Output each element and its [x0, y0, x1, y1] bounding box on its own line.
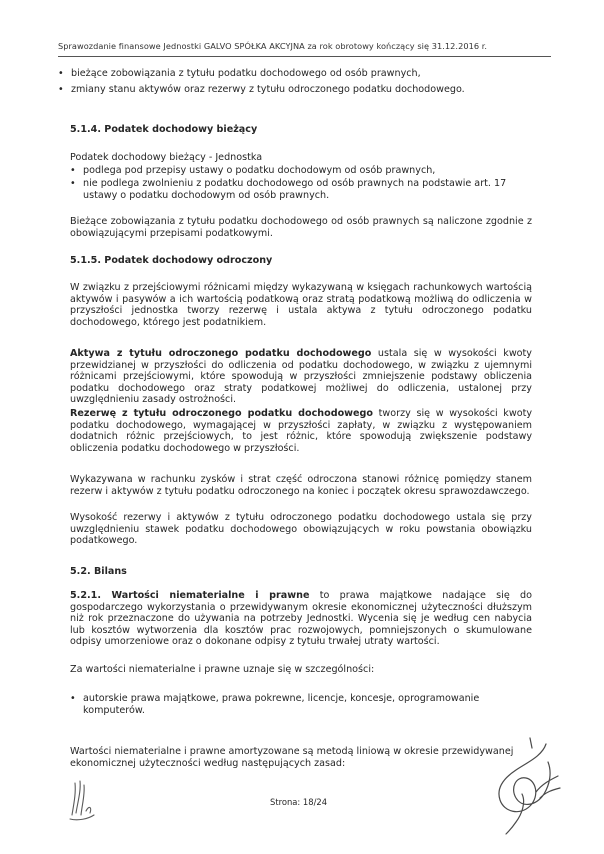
section-514-intro: Podatek dochodowy bieżący - Jednostka [70, 152, 263, 163]
page-header: Sprawozdanie finansowe Jednostki GALVO SPÓŁKA AKCYJNA za rok obrotowy kończący się 31.12.2016 r. [58, 41, 488, 51]
section-heading-515: 5.1.5. Podatek dochodowy odroczony [70, 255, 273, 266]
section-heading-52: 5.2. Bilans [70, 566, 127, 577]
initials-signature-icon [62, 775, 102, 825]
section-514-paragraph: Bieżące zobowiązania z tytułu podatku dochodowego od osób prawnych są naliczone zgodnie z obowiązującymi przepisami podatkowymi. [70, 216, 532, 239]
header-rule [58, 56, 551, 57]
list-item: • zmiany stanu aktywów oraz rezerwy z tytułu odroczonego podatku dochodowego. [58, 84, 465, 95]
section-515-paragraph-3: Rezerwę z tytułu odroczonego podatku dochodowego tworzy się w wysokości kwoty podatku dochodowego, wymagającej w przyszłości zapłaty, w związku z występowaniem dodatnich różnic przejściowych, to jest różnic, które spowodują zwiększenie podstawy obliczenia podatku dochodowego w przyszłości. [70, 408, 533, 454]
signature-icon [486, 736, 566, 836]
list-item: • podlega pod przepisy ustawy o podatku dochodowym od osób prawnych, [70, 165, 436, 176]
section-heading-514: 5.1.4. Podatek dochodowy bieżący [70, 124, 258, 135]
section-521-paragraph-1: 5.2.1. Wartości niematerialne i prawne to prawa majątkowe nadające się do gospodarczego wykorzystania o przewidywanym okresie ekonomicznej użyteczności dłuższym niż rok przeznaczone do używania na potrzeby Jednostki. Wycenia się je według cen nabycia lub kosztów wytworzenia dla kosztów prac rozwojowych, pomniejszonych o skumulowane odpisy umorzeniowe oraz o dokonane odpisy z tytułu trwałej utraty wartości. [70, 590, 532, 648]
bullet-icon: • [70, 165, 76, 176]
bullet-icon: • [70, 178, 76, 189]
section-515-paragraph-4: Wykazywana w rachunku zysków i strat część odroczona stanowi różnicę pomiędzy stanem rezerw i aktywów z tytułu podatku odroczonego na koniec i początek okresu sprawozdawczego. [70, 474, 532, 497]
bullet-icon: • [58, 84, 64, 95]
bullet-icon: • [70, 693, 76, 704]
list-item: • autorskie prawa majątkowe, prawa pokrewne, licencje, koncesje, oprogramowanie komputerów. [70, 693, 480, 716]
page-number: Strona: 18/24 [270, 797, 328, 807]
section-515-paragraph-2: Aktywa z tytułu odroczonego podatku dochodowego ustala się w wysokości kwoty przewidzianej w przyszłości do odliczenia od podatku dochodowego, w związku z ujemnymi różnicami przejściowymi, które spowodują w przyszłości zmniejszenie podstawy obliczenia podatku dochodowego oraz straty podatkowej możliwej do odliczenia, ustalonej przy uwzględnieniu zasady ostrożności. [70, 348, 532, 406]
section-521-paragraph-3: Wartości niematerialne i prawne amortyzowane są metodą liniową w okresie przewidywanej ekonomicznej użyteczności według następujących zasad: [70, 746, 514, 769]
section-515-paragraph-1: W związku z przejściowymi różnicami między wykazywaną w księgach rachunkowych wartością aktywów i pasywów a ich wartością podatkową oraz stratą podatkową możliwą do odliczenia w przyszłości jednostka tworzy rezerwę i ustala aktywa z tytułu odroczonego podatku dochodowego, którego jest podatnikiem. [70, 282, 532, 328]
section-515-paragraph-5: Wysokość rezerwy i aktywów z tytułu odroczonego podatku dochodowego ustala się przy uwzględnieniu stawek podatku dochodowego obowiązujących w roku powstania obowiązku podatkowego. [70, 512, 532, 547]
list-item: • bieżące zobowiązania z tytułu podatku dochodowego od osób prawnych, [58, 68, 421, 79]
bullet-icon: • [58, 68, 64, 79]
section-521-paragraph-2: Za wartości niematerialne i prawne uznaje się w szczególności: [70, 664, 375, 675]
list-item: • nie podlega zwolnieniu z podatku dochodowego od osób prawnych na podstawie art. 17 ustawy o podatku dochodowym od osób prawnych. [70, 178, 507, 201]
